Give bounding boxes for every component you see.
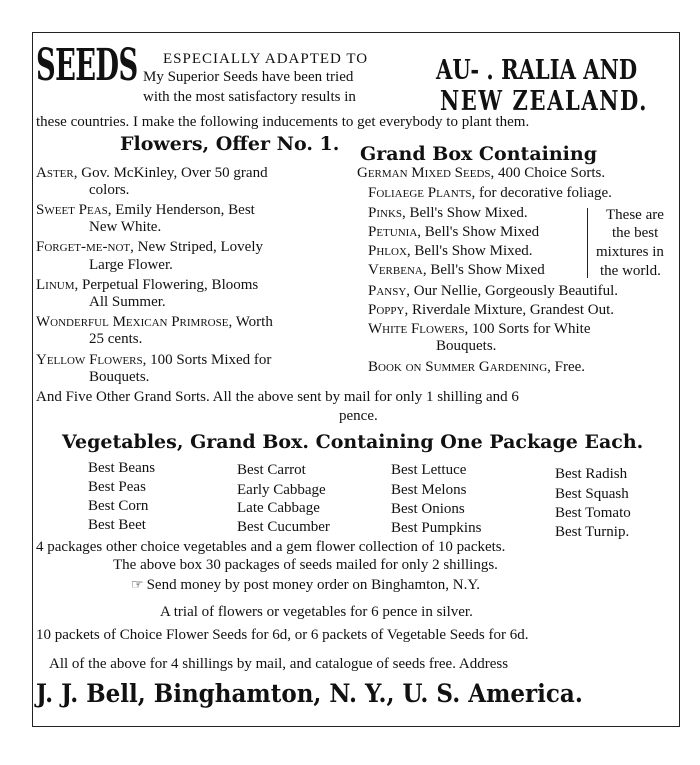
vegetable-item: Best Tomato <box>555 505 631 521</box>
header-line3: with the most satisfactory results in <box>143 89 356 105</box>
flower-item-cont: All Summer. <box>89 294 166 310</box>
flower-item: Aster, Gov. McKinley, Over 50 grand <box>36 165 268 181</box>
mail-offer: And Five Other Grand Sorts. All the above sent by mail for only 1 shilling and 6 <box>36 389 519 405</box>
grandbox-item: Pansy, Our Nellie, Gorgeously Beautiful. <box>368 283 619 299</box>
grandbox-item: White Flowers, 100 Sorts for White <box>368 321 591 337</box>
grandbox-item: Phlox, Bell's Show Mixed. <box>368 243 533 259</box>
vegetable-item: Best Squash <box>555 486 629 502</box>
flower-item: Wonderful Mexican Primrose, Worth <box>36 314 273 330</box>
especially-adapted: ESPECIALLY ADAPTED TO <box>163 51 369 67</box>
flower-item-cont: colors. <box>89 182 130 198</box>
vegetable-item: Best Radish <box>555 466 628 482</box>
header-line2: My Superior Seeds have been tried <box>143 69 354 85</box>
vegetable-item: Best Onions <box>391 501 465 517</box>
grandbox-note: mixtures in <box>596 244 664 260</box>
seeds-title: SEEDS <box>36 40 138 91</box>
vegetable-item: Best Lettuce <box>391 462 467 478</box>
flower-item: Forget-me-not, New Striped, Lovely <box>36 239 263 255</box>
vegetable-item: Best Pumpkins <box>391 520 482 536</box>
flower-item: Linum, Perpetual Flowering, Blooms <box>36 277 259 293</box>
footer-line: 10 packets of Choice Flower Seeds for 6d, or 6 packets of Vegetable Seeds for 6d. <box>36 627 529 643</box>
australia-headline: AU- . RALIA AND <box>436 55 638 86</box>
flower-item: Yellow Flowers, 100 Sorts Mixed for <box>36 352 272 368</box>
signature-line: J. J. Bell, Binghamton, N. Y., U. S. America. <box>36 679 583 708</box>
grandbox-item: German Mixed Seeds, 400 Choice Sorts. <box>357 165 606 181</box>
grandbox-item: Foliaege Plants, for decorative foliage. <box>368 185 612 201</box>
new-zealand-headline: NEW ZEALAND. <box>440 86 649 117</box>
flower-item-cont: 25 cents. <box>89 331 143 347</box>
vegetable-item: Late Cabbage <box>237 500 320 516</box>
grandbox-item-cont: Bouquets. <box>436 338 497 354</box>
footer-line: All of the above for 4 shillings by mail, and catalogue of seeds free. Address <box>49 656 509 672</box>
pointing-hand-icon: ☞ <box>131 578 144 593</box>
vegetable-item: Best Beet <box>88 517 146 533</box>
flower-item-cont: New White. <box>89 219 162 235</box>
grandbox-item: Verbena, Bell's Show Mixed <box>368 262 545 278</box>
footer-line: The above box 30 packages of seeds mailed for only 2 shillings. <box>113 557 498 573</box>
intro-line: these countries. I make the following inducements to get everybody to plant them. <box>36 114 530 130</box>
vegetable-item: Best Corn <box>88 498 149 514</box>
grandbox-item: Book on Summer Gardening, Free. <box>368 359 586 375</box>
mail-offer-cont: pence. <box>339 408 378 424</box>
flowers-heading: Flowers, Offer No. 1. <box>120 133 340 155</box>
vegetable-item: Best Cucumber <box>237 519 330 535</box>
grandbox-item: Poppy, Riverdale Mixture, Grandest Out. <box>368 302 614 318</box>
flower-item-cont: Bouquets. <box>89 369 150 385</box>
grandbox-note: the best <box>612 225 659 241</box>
vegetable-item: Best Carrot <box>237 462 306 478</box>
grandbox-note: the world. <box>600 263 661 279</box>
grandbox-item: Pinks, Bell's Show Mixed. <box>368 205 528 221</box>
grandbox-item: Petunia, Bell's Show Mixed <box>368 224 540 240</box>
vegetable-item: Best Turnip. <box>555 524 630 540</box>
vegetable-item: Best Beans <box>88 460 156 476</box>
flower-item: Sweet Peas, Emily Henderson, Best <box>36 202 255 218</box>
vegetable-item: Best Melons <box>391 482 467 498</box>
vegetable-item: Early Cabbage <box>237 482 326 498</box>
grandbox-note: These are <box>606 207 664 223</box>
brace-divider <box>587 208 588 278</box>
vegetable-item: Best Peas <box>88 479 146 495</box>
footer-line: A trial of flowers or vegetables for 6 pence in silver. <box>160 604 473 620</box>
flower-item-cont: Large Flower. <box>89 257 173 273</box>
footer-line: 4 packages other choice vegetables and a gem flower collection of 10 packets. <box>36 539 506 555</box>
grandbox-heading: Grand Box Containing <box>360 143 597 165</box>
footer-line: ☞ Send money by post money order on Binghamton, N.Y. <box>131 577 481 593</box>
vegetables-heading: Vegetables, Grand Box. Containing One Package Each. <box>62 431 644 453</box>
